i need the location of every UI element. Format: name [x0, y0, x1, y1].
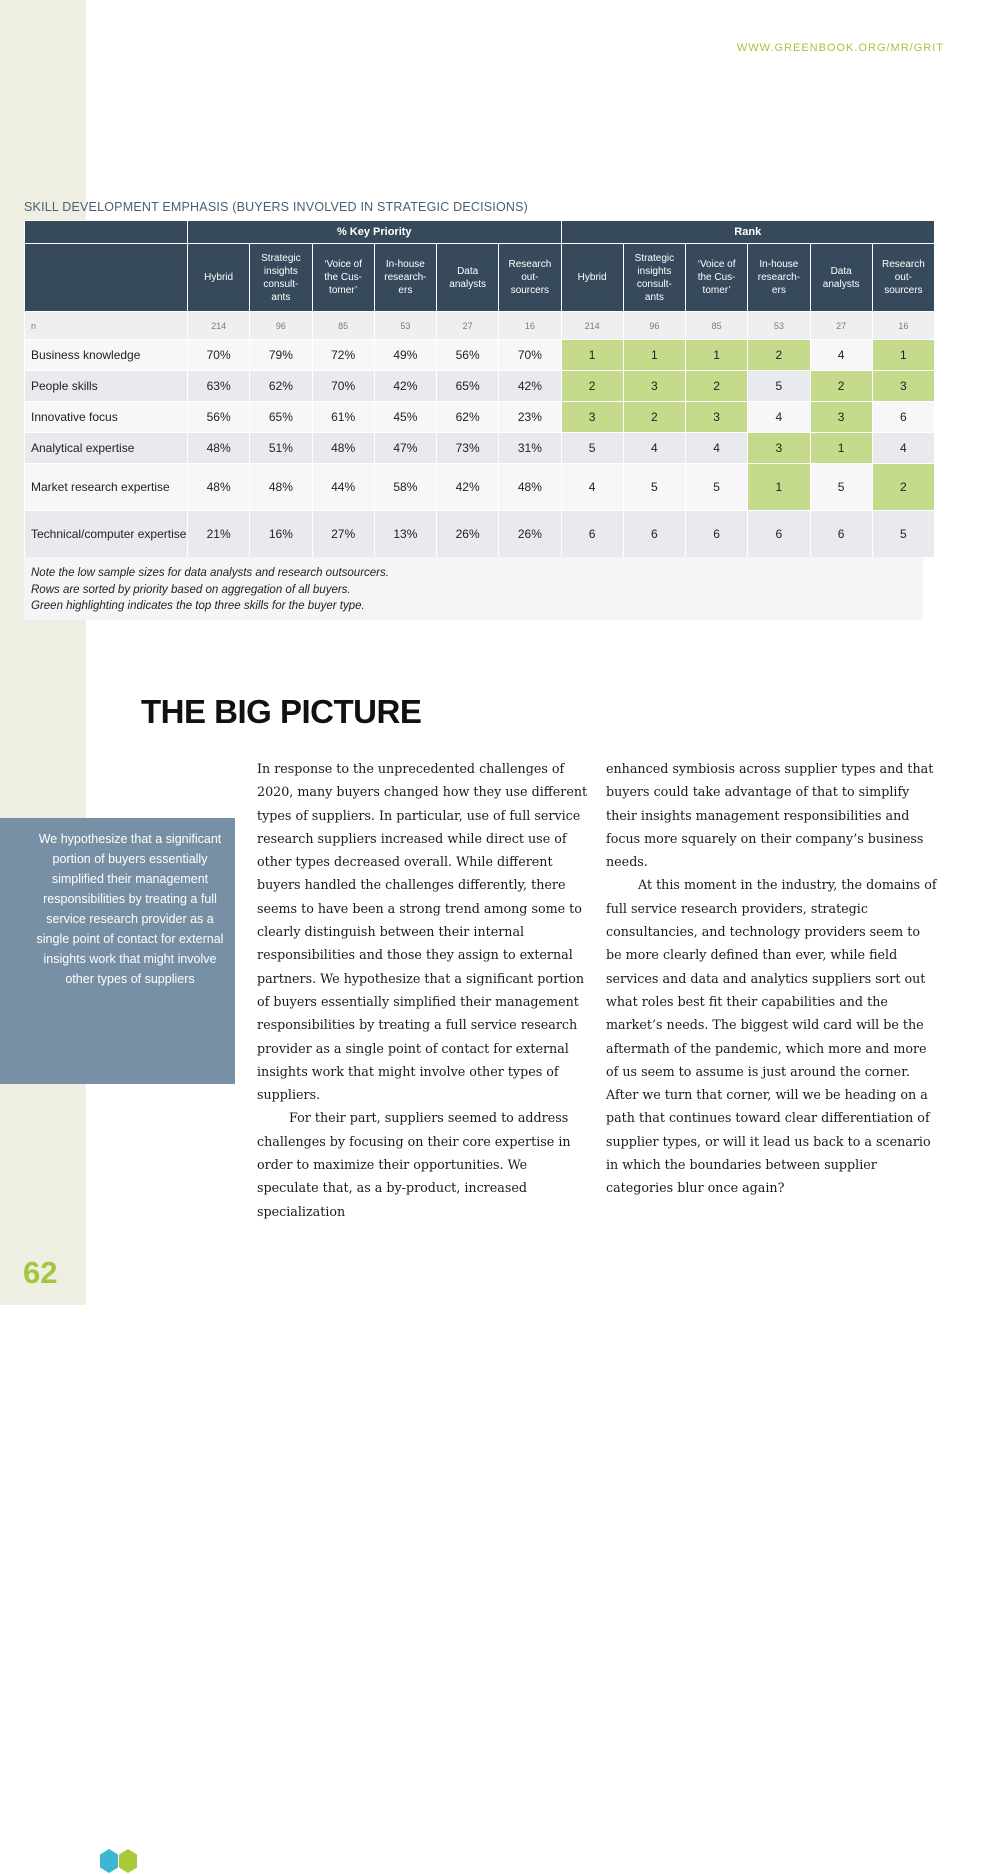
percent-cell: 62%	[250, 371, 312, 402]
rank-cell: 6	[872, 402, 934, 433]
sample-size-cell: 16	[499, 312, 561, 340]
hexagon-icon	[138, 1849, 156, 1873]
table-note: Green highlighting indicates the top three skills for the buyer type.	[31, 600, 365, 612]
hexagon-icon	[119, 1849, 137, 1873]
row-label: Business knowledge	[25, 340, 188, 371]
table-row	[25, 433, 935, 464]
table-title: SKILL DEVELOPMENT EMPHASIS (BUYERS INVOLVED IN STRATEGIC DECISIONS)	[24, 200, 529, 214]
rank-cell-highlighted: 1	[561, 340, 623, 371]
rank-cell-highlighted: 1	[872, 340, 934, 371]
rank-cell-highlighted: 2	[872, 464, 934, 511]
sample-size-cell: 85	[312, 312, 374, 340]
column-header-line: Hybrid	[204, 272, 234, 283]
rank-cell: 6	[686, 511, 748, 558]
hexagon-logo-icon	[98, 1848, 160, 1874]
column-header-line: tomer’	[702, 285, 731, 296]
percent-cell: 45%	[374, 402, 436, 433]
header-corner	[25, 221, 188, 244]
percent-cell: 70%	[312, 371, 374, 402]
percent-cell: 56%	[437, 340, 499, 371]
table-row	[25, 340, 935, 371]
row-label: Market research expertise	[25, 464, 188, 511]
column-header	[188, 244, 250, 312]
column-header-line: analysts	[449, 278, 486, 290]
column-header-line: research-	[757, 272, 800, 283]
column-header-line: Strategic	[261, 252, 301, 264]
rank-cell: 5	[561, 433, 623, 464]
column-header	[437, 244, 499, 312]
percent-cell: 48%	[188, 433, 250, 464]
page-number: 62	[23, 1255, 58, 1290]
column-header-line: the Cus-	[324, 272, 363, 283]
pull-quote-text: We hypothesize that a significant portion of buyers essentially simplified their management responsibilities by treating a full service research provider as a single point of contact for external insights work that might involve other types of suppliers	[36, 832, 224, 986]
percent-cell: 48%	[188, 464, 250, 511]
column-header-line: ers	[398, 285, 413, 296]
percent-cell: 70%	[188, 340, 250, 371]
rank-cell-highlighted: 1	[686, 340, 748, 371]
column-header-line: Data	[457, 265, 479, 277]
skills-table	[24, 220, 935, 558]
body-column-2	[606, 757, 937, 1200]
percent-cell: 21%	[188, 511, 250, 558]
header-url[interactable]: WWW.GREENBOOK.ORG/MR/GRIT	[736, 42, 944, 54]
column-header-line: ‘Voice of	[697, 259, 736, 270]
rank-cell-highlighted: 1	[810, 433, 872, 464]
rank-cell: 4	[748, 402, 810, 433]
row-label: Technical/computer expertise	[25, 511, 188, 558]
percent-cell: 63%	[188, 371, 250, 402]
percent-cell: 65%	[250, 402, 312, 433]
rank-cell-highlighted: 3	[686, 402, 748, 433]
percent-cell: 65%	[437, 371, 499, 402]
rank-cell: 5	[872, 511, 934, 558]
percent-cell: 27%	[312, 511, 374, 558]
percent-cell: 79%	[250, 340, 312, 371]
column-header-line: Hybrid	[577, 272, 607, 283]
table-note: Rows are sorted by priority based on aggregation of all buyers.	[31, 583, 351, 596]
column-header-line: sourcers	[884, 285, 923, 296]
body-paragraph: For their part, suppliers seemed to address challenges by focusing on their core expertise in order to maximize their opportunities. We speculate that, as a by-product, increased specialization	[257, 1110, 571, 1219]
rank-cell-highlighted: 2	[810, 371, 872, 402]
table-row	[25, 371, 935, 402]
pull-quote-box	[0, 818, 235, 1084]
percent-cell: 58%	[374, 464, 436, 511]
sample-size-cell: 16	[872, 312, 934, 340]
percent-cell: 23%	[499, 402, 561, 433]
sample-size-cell: 96	[250, 312, 312, 340]
column-header	[250, 244, 312, 312]
hexagon-icon	[100, 1849, 118, 1873]
column-header-line: insights	[637, 265, 672, 277]
percent-cell: 16%	[250, 511, 312, 558]
column-header-line: out-	[521, 272, 539, 283]
table-row	[25, 402, 935, 433]
percent-cell: 70%	[499, 340, 561, 371]
column-header-line: out-	[894, 272, 912, 283]
column-header	[686, 244, 748, 312]
column-header-line: ants	[271, 291, 291, 303]
sample-size-cell: 96	[623, 312, 685, 340]
sample-size-cell: 214	[561, 312, 623, 340]
sample-size-row	[25, 312, 935, 340]
rank-cell-highlighted: 3	[872, 371, 934, 402]
percent-cell: 42%	[374, 371, 436, 402]
percent-cell: 61%	[312, 402, 374, 433]
percent-cell: 48%	[250, 464, 312, 511]
percent-cell: 62%	[437, 402, 499, 433]
row-label: Innovative focus	[25, 402, 188, 433]
rank-cell: 4	[623, 433, 685, 464]
rank-cell: 5	[623, 464, 685, 511]
column-header	[499, 244, 561, 312]
column-header	[312, 244, 374, 312]
body-paragraph: In response to the unprecedented challenges of 2020, many buyers changed how they use different types of suppliers. In particular, use of full service research suppliers increased while direct use of other types decreased overall. While different buyers handled the challenges differently, there seems to have been a strong trend among some to clearly distinguish between their internal responsibilities and those they assign to external partners. We hypothesize that a significant portion of buyers essentially simplified their management responsibilities by treating a full service research provider as a single point of contact for external insights work that might involve other types of suppliers.	[257, 761, 588, 1103]
percent-cell: 26%	[437, 511, 499, 558]
column-header-line: In-house	[759, 259, 799, 270]
rank-cell-highlighted: 2	[748, 340, 810, 371]
rank-cell-highlighted: 3	[810, 402, 872, 433]
percent-cell: 73%	[437, 433, 499, 464]
rank-cell: 4	[686, 433, 748, 464]
column-header	[623, 244, 685, 312]
rank-cell-highlighted: 3	[623, 371, 685, 402]
group-header-rank: Rank	[561, 221, 935, 244]
percent-cell: 47%	[374, 433, 436, 464]
column-header-line: insights	[263, 265, 298, 277]
column-header-line: consult-	[636, 278, 672, 290]
column-header	[374, 244, 436, 312]
header-corner-2	[25, 244, 188, 312]
body-paragraph: enhanced symbiosis across supplier types and that buyers could take advantage of that to simplify their insights management responsibilities and focus more squarely on their company’s business needs.	[606, 761, 934, 870]
rank-cell: 4	[872, 433, 934, 464]
percent-cell: 42%	[437, 464, 499, 511]
rank-cell: 5	[686, 464, 748, 511]
table-notes	[24, 557, 923, 620]
rank-cell: 6	[623, 511, 685, 558]
sample-size-cell: 85	[686, 312, 748, 340]
rank-cell-highlighted: 3	[561, 402, 623, 433]
rank-cell-highlighted: 1	[623, 340, 685, 371]
column-header-line: consult-	[263, 278, 299, 290]
column-header	[561, 244, 623, 312]
table-row	[25, 511, 935, 558]
column-header-line: research-	[384, 272, 427, 283]
sample-size-cell: 53	[748, 312, 810, 340]
percent-cell: 13%	[374, 511, 436, 558]
column-header-line: ants	[644, 291, 664, 303]
sample-size-cell: 27	[437, 312, 499, 340]
column-header-line: Strategic	[634, 252, 675, 264]
percent-cell: 49%	[374, 340, 436, 371]
rank-cell: 6	[748, 511, 810, 558]
column-header-line: In-house	[385, 259, 425, 270]
section-heading: THE BIG PICTURE	[141, 693, 422, 730]
rank-cell-highlighted: 1	[748, 464, 810, 511]
rank-cell: 5	[810, 464, 872, 511]
body-column-1	[257, 757, 588, 1223]
sample-size-label: n	[25, 312, 188, 340]
column-header-line: sourcers	[510, 285, 550, 296]
percent-cell: 31%	[499, 433, 561, 464]
column-header	[872, 244, 934, 312]
rank-cell: 5	[748, 371, 810, 402]
percent-cell: 42%	[499, 371, 561, 402]
percent-cell: 48%	[312, 433, 374, 464]
rank-cell: 6	[810, 511, 872, 558]
column-header-line: Research	[881, 259, 925, 270]
table-body	[25, 312, 935, 558]
column-header	[810, 244, 872, 312]
percent-cell: 48%	[499, 464, 561, 511]
table-row	[25, 464, 935, 511]
column-header-line: the Cus-	[697, 272, 736, 283]
group-header-key-priority: % Key Priority	[188, 221, 562, 244]
row-label: People skills	[25, 371, 188, 402]
column-header	[748, 244, 810, 312]
column-header-line: ‘Voice of	[324, 259, 363, 270]
percent-cell: 56%	[188, 402, 250, 433]
column-header-line: analysts	[822, 278, 860, 290]
sample-size-cell: 53	[374, 312, 436, 340]
percent-cell: 26%	[499, 511, 561, 558]
percent-cell: 44%	[312, 464, 374, 511]
column-header-line: Research	[508, 259, 552, 270]
percent-cell: 72%	[312, 340, 374, 371]
rank-cell-highlighted: 3	[748, 433, 810, 464]
rank-cell-highlighted: 2	[561, 371, 623, 402]
rank-cell: 6	[561, 511, 623, 558]
column-header-line: ers	[771, 285, 786, 296]
left-margin-band	[0, 0, 86, 1305]
column-header-line: Data	[830, 265, 852, 277]
column-header-line: tomer’	[329, 285, 358, 296]
rank-cell: 4	[561, 464, 623, 511]
column-header-row	[25, 244, 935, 312]
percent-cell: 51%	[250, 433, 312, 464]
sample-size-cell: 27	[810, 312, 872, 340]
rank-cell-highlighted: 2	[623, 402, 685, 433]
body-paragraph: At this moment in the industry, the domains of full service research providers, strategic consultancies, and technology providers seem to be more clearly defined than ever, while field services and data and analytics suppliers sort out what roles best fit their capabilities and the market’s needs. The biggest wild card will be the aftermath of the pandemic, which more and more of us seem to assume is just around the corner. After we turn that corner, will we be heading on a path that continues toward clear differentiation of supplier types, or will it lead us back to a scenario in which the boundaries between supplier categories blur once again?	[606, 877, 937, 1196]
table-note: Note the low sample sizes for data analysts and research outsourcers.	[31, 567, 389, 579]
rank-cell-highlighted: 2	[686, 371, 748, 402]
row-label: Analytical expertise	[25, 433, 188, 464]
sample-size-cell: 214	[188, 312, 250, 340]
rank-cell: 4	[810, 340, 872, 371]
